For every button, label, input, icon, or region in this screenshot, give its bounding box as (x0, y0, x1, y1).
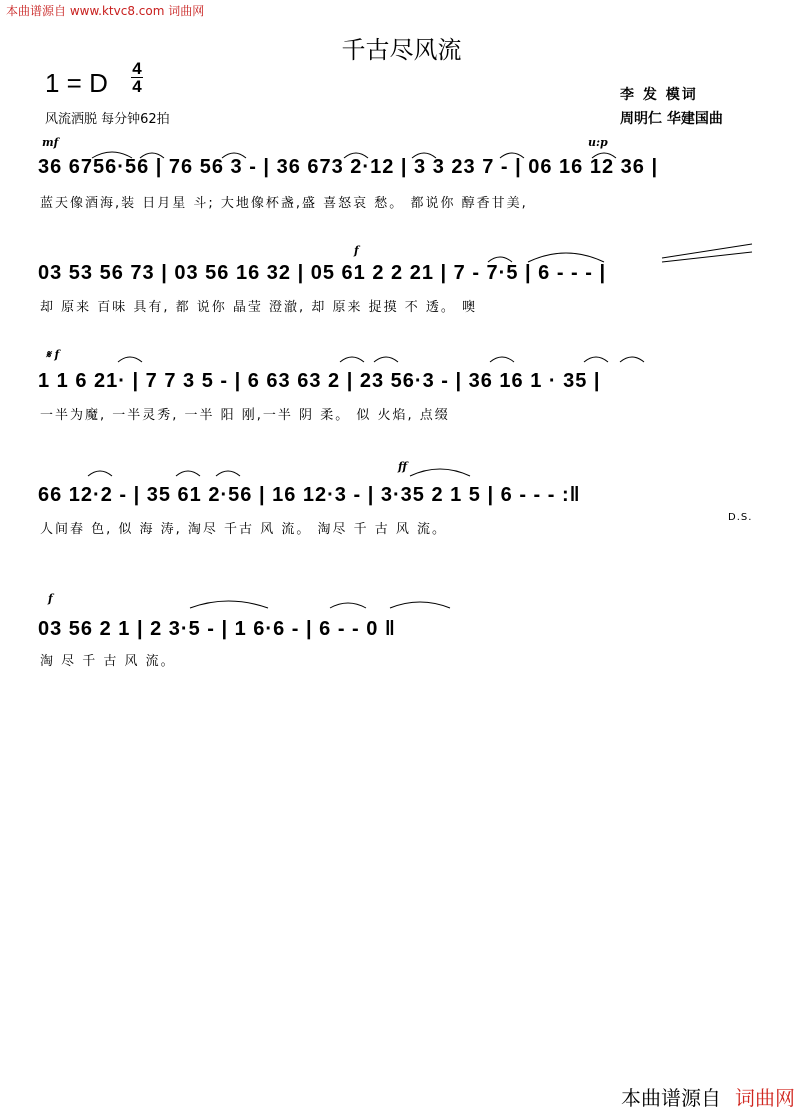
bottom-watermark (621, 1082, 795, 1111)
time-signature (130, 60, 144, 95)
dynamic-mark: u:p (588, 136, 608, 149)
composer-credit: 周明仁 华建国曲 (620, 111, 723, 127)
source-watermark: 本曲谱源自 www.ktvc8.com 词曲网 (6, 4, 205, 18)
notation-line: 03 53 56 73 | 03 56 16 32 | 05 61 2 2 21 | 7 - 7·5 | 6 - - - | (38, 262, 607, 284)
notation-line: 03 56 2 1 | 2 3·5 - | 1 6·6 - | 6 - - 0 ‖ (38, 618, 396, 640)
segno-dynamic-mark: 𝄋 f (46, 348, 60, 361)
song-title: 千古尽风流 (341, 36, 462, 64)
dynamic-mark: mf (42, 136, 59, 149)
lyrics-line: 人间春 色, 似 海 涛, 淘尽 千古 风 流。 淘尽 千 古 风 流。 (40, 522, 447, 537)
tempo-marking: 风流洒脱 每分钟62拍 (45, 112, 170, 127)
lyrics-line: 一半为魔, 一半灵秀, 一半 阳 刚,一半 阴 柔。 似 火焰, 点缀 (40, 408, 450, 423)
lyrics-line: 蓝天像酒海,装 日月星 斗; 大地像杯盏,盛 喜怒哀 愁。 都说你 醇香甘美, (40, 196, 528, 211)
notation-line: 66 12·2 - | 35 61 2·56 | 16 12·3 - | 3·35 2 1 5 | 6 - - - :‖ (38, 484, 581, 506)
watermark-text-brand: 词曲网 (735, 1086, 795, 1110)
meter-bottom: 4 (132, 77, 142, 96)
lyricist-credit: 李 发 模词 (620, 87, 698, 103)
lyrics-line: 淘 尽 千 古 风 流。 (40, 654, 176, 669)
dynamic-mark: f (354, 244, 359, 257)
key-signature: 1 = D (45, 68, 108, 98)
dynamic-mark: ff (398, 460, 408, 473)
meter-top: 4 (132, 59, 142, 78)
dynamic-mark: f (48, 592, 53, 605)
notation-line: 36 6756·56 | 76 56 3 - | 36 673 2·12 | 3 3 23 7 - | 06 16 12 36 | (38, 156, 659, 178)
notation-line: 1 1 6 21· | 7 7 3 5 - | 6 63 63 2 | 23 56·3 - | 36 16 1 · 35 | (38, 370, 601, 392)
lyrics-line: 却 原来 百味 具有, 都 说你 晶莹 澄澈, 却 原来 捉摸 不 透。 噢 (40, 300, 477, 315)
watermark-text-main: 本曲谱源自 (621, 1086, 721, 1110)
dal-segno-mark: D.S. (728, 512, 753, 523)
